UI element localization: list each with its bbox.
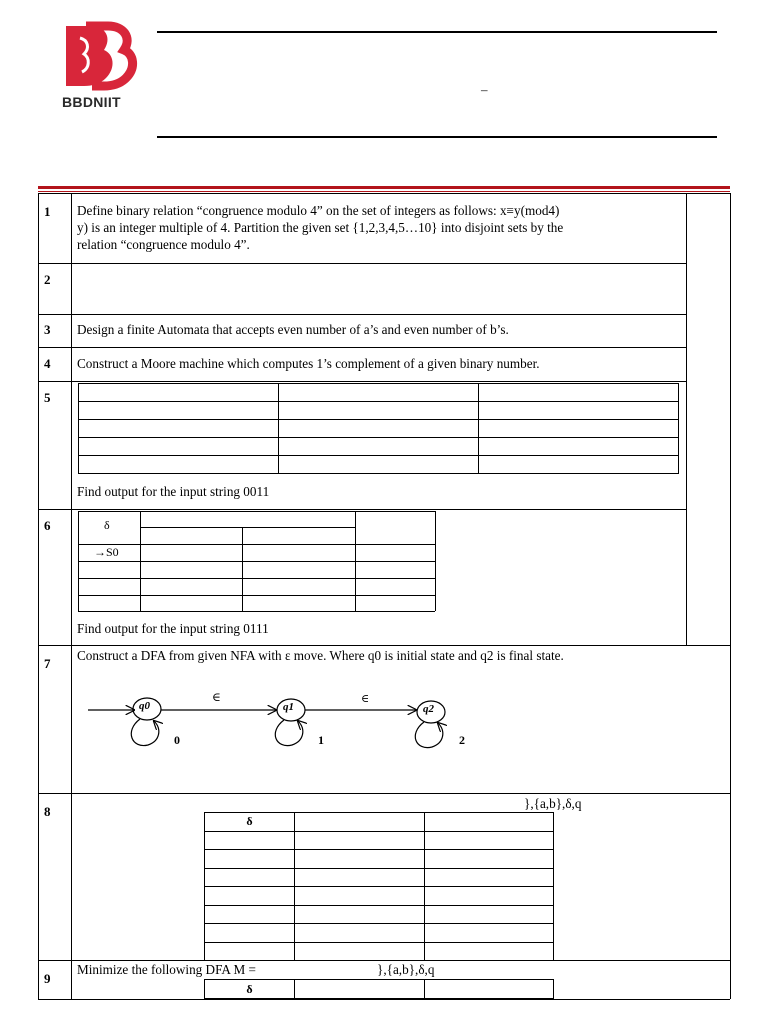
question-number-9: 9 [44, 971, 51, 986]
question-8-fragment: },{a,b},δ,q [524, 796, 582, 811]
question-number-8: 8 [44, 804, 51, 819]
question-number-4: 4 [44, 356, 51, 371]
question-1-line-2: y) is an integer multiple of 4. Partition the given set {1,2,3,4,5…10} into disjoint sets by the [77, 220, 564, 235]
question-number-3: 3 [44, 322, 51, 337]
nfa-label-q0: q0 [139, 700, 150, 712]
question-4-text: Construct a Moore machine which computes 1’s complement of a given binary number. [77, 356, 540, 371]
question-number-2: 2 [44, 272, 51, 287]
question-1-line-3: relation “congruence modulo 4”. [77, 237, 250, 252]
header-bottom-rule [157, 136, 717, 138]
nfa-edge-label-2: ∈ [361, 693, 370, 705]
question-number-1: 1 [44, 204, 51, 219]
question-5-footer: Find output for the input string 0011 [77, 484, 270, 499]
q6-delta-symbol: δ [104, 518, 110, 532]
question-6-footer: Find output for the input string 0111 [77, 621, 269, 636]
question-1-line-1: Define binary relation “congruence modulo 4” on the set of integers as follows: x≡y(mod4) [77, 203, 560, 218]
question-number-7: 7 [44, 656, 51, 671]
nfa-label-q2: q2 [423, 703, 434, 715]
nfa-loop-label-1: 1 [318, 733, 324, 747]
question-7-text: Construct a DFA from given NFA with ε move. Where q0 is initial state and q2 is final state. [77, 648, 564, 663]
q5-moore-table [78, 383, 679, 474]
nfa-loop-q0 [131, 719, 159, 746]
q8-dfa-table [204, 812, 554, 961]
section-red-rule [38, 186, 730, 189]
nfa-label-q1: q1 [283, 701, 294, 713]
nfa-loop-label-0: 0 [174, 733, 180, 747]
nfa-loop-label-2: 2 [459, 733, 465, 747]
q6-start-state: →S0 [94, 545, 119, 559]
q9-delta-header: δ [205, 980, 295, 999]
q9-dfa-table [204, 979, 554, 999]
question-9-text: Minimize the following DFA M = [77, 962, 256, 977]
nfa-edge-label-1: ∈ [212, 690, 221, 704]
nfa-diagram [80, 685, 500, 765]
section-red-rule-thin [38, 191, 730, 192]
bbdniit-logo-icon [62, 20, 138, 98]
question-9-fragment: },{a,b},δ,q [377, 962, 435, 977]
logo-text: BBDNIIT [62, 94, 121, 110]
header-dash: – [481, 82, 488, 97]
q8-delta-header: δ [205, 813, 295, 832]
question-3-text: Design a finite Automata that accepts even number of a’s and even number of b’s. [77, 322, 509, 337]
header-top-rule [157, 31, 717, 33]
nfa-loop-q2 [415, 722, 443, 748]
question-number-5: 5 [44, 390, 51, 405]
nfa-loop-q1 [275, 720, 303, 746]
question-number-6: 6 [44, 518, 51, 533]
